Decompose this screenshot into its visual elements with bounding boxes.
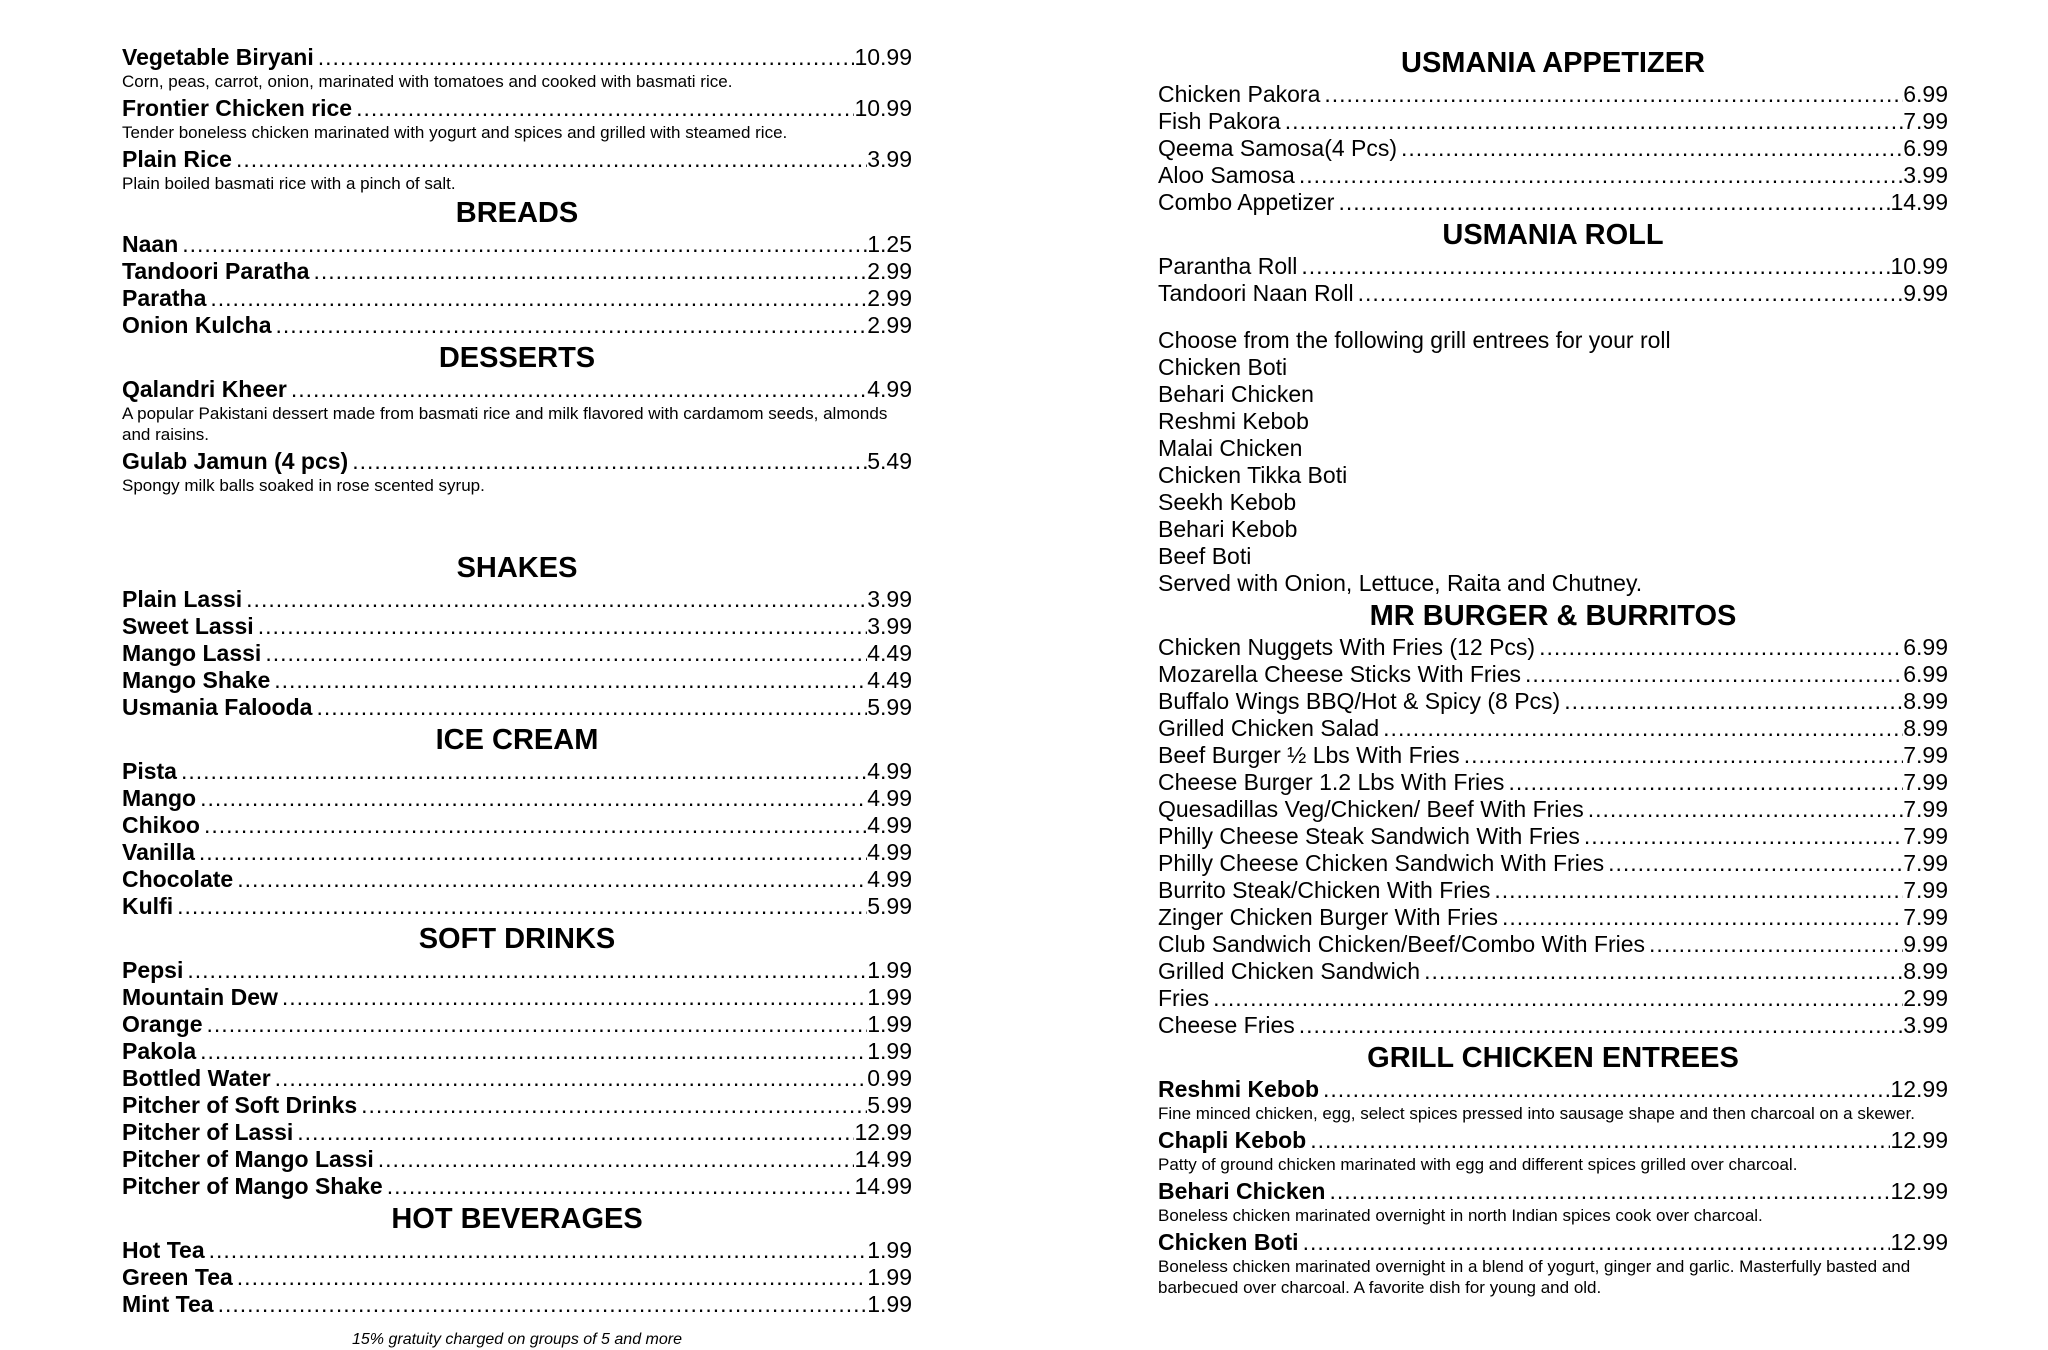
section-title-grill-chicken-entrees: GRILL CHICKEN ENTREES bbox=[1367, 1042, 1739, 1074]
section-title-ice-cream: ICE CREAM bbox=[435, 724, 599, 756]
menu-item bbox=[122, 1264, 912, 1291]
menu-item bbox=[1158, 108, 1948, 135]
shakes-list bbox=[122, 586, 912, 721]
item-price: 4.99 bbox=[867, 785, 912, 811]
menu-item bbox=[122, 1237, 912, 1264]
item-name: Paratha bbox=[122, 285, 207, 311]
section-title-shakes: SHAKES bbox=[456, 552, 578, 584]
item-price: 2.99 bbox=[867, 285, 912, 311]
roll-option: Chicken Tikka Boti bbox=[1158, 462, 1348, 488]
item-description: Spongy milk balls soaked in rose scented syrup. bbox=[122, 476, 485, 495]
item-price: 6.99 bbox=[1903, 81, 1948, 107]
menu-item bbox=[122, 285, 912, 312]
item-name: Plain Rice bbox=[122, 146, 232, 172]
menu-item bbox=[1158, 742, 1948, 769]
menu-item bbox=[122, 1119, 912, 1146]
item-name: Aloo Samosa bbox=[1158, 162, 1295, 188]
item-name: Grilled Chicken Sandwich bbox=[1158, 958, 1421, 984]
menu-item bbox=[1158, 769, 1948, 796]
roll-option: Reshmi Kebob bbox=[1158, 408, 1309, 434]
ice-cream-list bbox=[122, 758, 912, 920]
item-description: Tender boneless chicken marinated with yogurt and spices and grilled with steamed rice. bbox=[122, 123, 788, 142]
roll-option: Chicken Boti bbox=[1158, 354, 1288, 380]
section-title-burgers-burritos: MR BURGER & BURRITOS bbox=[1369, 600, 1737, 632]
menu-item bbox=[122, 1038, 912, 1065]
item-price: 5.99 bbox=[867, 1092, 912, 1118]
item-name: Vegetable Biryani bbox=[122, 44, 314, 70]
item-price: 8.99 bbox=[1903, 958, 1948, 984]
item-name: Usmania Falooda bbox=[122, 694, 313, 720]
menu-item bbox=[1158, 81, 1948, 108]
item-price: 4.99 bbox=[867, 758, 912, 784]
section-title-breads: BREADS bbox=[455, 197, 579, 229]
menu-item bbox=[122, 785, 912, 812]
menu-item bbox=[122, 1173, 912, 1200]
item-name: Combo Appetizer bbox=[1158, 189, 1335, 215]
item-price: 7.99 bbox=[1903, 796, 1948, 822]
menu-item bbox=[1158, 634, 1948, 661]
roll-option: Malai Chicken bbox=[1158, 435, 1303, 461]
item-name: Chapli Kebob bbox=[1158, 1127, 1307, 1153]
item-price: 14.99 bbox=[1890, 189, 1948, 215]
menu-item bbox=[1158, 850, 1948, 877]
menu-item bbox=[1158, 688, 1948, 715]
item-price: 2.99 bbox=[867, 258, 912, 284]
item-price: 6.99 bbox=[1903, 634, 1948, 660]
right-column bbox=[1158, 44, 1948, 1301]
menu-item bbox=[1158, 1012, 1948, 1039]
item-price: 3.99 bbox=[867, 613, 912, 639]
menu-item bbox=[122, 640, 912, 667]
item-name: Pista bbox=[122, 758, 177, 784]
roll-option: Behari Kebob bbox=[1158, 516, 1298, 542]
menu-item bbox=[1158, 958, 1948, 985]
item-price: 7.99 bbox=[1903, 877, 1948, 903]
item-name: Parantha Roll bbox=[1158, 253, 1298, 279]
item-name: Mozarella Cheese Sticks With Fries bbox=[1158, 661, 1521, 687]
item-name: Hot Tea bbox=[122, 1237, 205, 1263]
item-price: 8.99 bbox=[1903, 688, 1948, 714]
menu-item bbox=[122, 1146, 912, 1173]
item-price: 1.99 bbox=[867, 984, 912, 1010]
item-price: 2.99 bbox=[867, 312, 912, 338]
item-price: 1.25 bbox=[867, 231, 912, 257]
item-name: Philly Cheese Chicken Sandwich With Fries bbox=[1158, 850, 1605, 876]
item-price: 7.99 bbox=[1903, 850, 1948, 876]
menu-item bbox=[122, 758, 912, 785]
menu-item bbox=[1158, 253, 1948, 280]
item-name: Qeema Samosa(4 Pcs) bbox=[1158, 135, 1398, 161]
menu-item bbox=[122, 694, 912, 721]
gratuity-note: 15% gratuity charged on groups of 5 and more bbox=[352, 1331, 682, 1348]
item-name: Chicken Pakora bbox=[1158, 81, 1321, 107]
item-name: Sweet Lassi bbox=[122, 613, 254, 639]
item-name: Pitcher of Mango Shake bbox=[122, 1173, 383, 1199]
section-title-hot-beverages: HOT BEVERAGES bbox=[391, 1203, 643, 1235]
item-price: 4.99 bbox=[867, 812, 912, 838]
item-description: Boneless chicken marinated overnight in a blend of yogurt, ginger and garlic. Masterfully basted and barbecued over charcoal. A favorite dish for young and old. bbox=[1158, 1257, 1911, 1297]
item-price: 4.49 bbox=[867, 667, 912, 693]
item-description: Plain boiled basmati rice with a pinch of salt. bbox=[122, 174, 456, 193]
item-price: 1.99 bbox=[867, 1237, 912, 1263]
item-description: A popular Pakistani dessert made from basmati rice and milk flavored with cardamom seeds, almonds and raisins. bbox=[122, 404, 888, 444]
item-price: 3.99 bbox=[867, 146, 912, 172]
item-name: Mango bbox=[122, 785, 197, 811]
item-price: 12.99 bbox=[1890, 1178, 1948, 1204]
menu-item bbox=[1158, 796, 1948, 823]
item-description: Fine minced chicken, egg, select spices pressed into sausage shape and then charcoal on a skewer. bbox=[1158, 1104, 1915, 1123]
item-price: 12.99 bbox=[1890, 1127, 1948, 1153]
item-price: 6.99 bbox=[1903, 135, 1948, 161]
menu-item bbox=[1158, 904, 1948, 931]
item-name: Bottled Water bbox=[122, 1065, 271, 1091]
breads-list bbox=[122, 231, 912, 339]
item-name: Chocolate bbox=[122, 866, 234, 892]
item-name: Gulab Jamun (4 pcs) bbox=[122, 448, 349, 474]
menu-item bbox=[1158, 823, 1948, 850]
item-name: Quesadillas Veg/Chicken/ Beef With Fries bbox=[1158, 796, 1584, 822]
item-price: 5.99 bbox=[867, 694, 912, 720]
item-name: Philly Cheese Steak Sandwich With Fries bbox=[1158, 823, 1580, 849]
item-price: 8.99 bbox=[1903, 715, 1948, 741]
item-name: Vanilla bbox=[122, 839, 195, 865]
roll-option: Beef Boti bbox=[1158, 543, 1252, 569]
item-name: Reshmi Kebob bbox=[1158, 1076, 1320, 1102]
item-price: 12.99 bbox=[854, 1119, 912, 1145]
soft-drinks-list bbox=[122, 957, 912, 1200]
item-name: Grilled Chicken Salad bbox=[1158, 715, 1380, 741]
item-price: 10.99 bbox=[854, 95, 912, 121]
item-price: 6.99 bbox=[1903, 661, 1948, 687]
item-name: Plain Lassi bbox=[122, 586, 243, 612]
appetizer-list bbox=[1158, 81, 1948, 216]
item-name: Mango Shake bbox=[122, 667, 271, 693]
menu-item-plain-rice bbox=[122, 146, 912, 173]
section-title-soft-drinks: SOFT DRINKS bbox=[418, 923, 616, 955]
menu-item bbox=[1158, 280, 1948, 307]
item-name: Onion Kulcha bbox=[122, 312, 272, 338]
menu-item bbox=[122, 984, 912, 1011]
menu-item bbox=[122, 1065, 912, 1092]
menu-item bbox=[1158, 931, 1948, 958]
item-price: 7.99 bbox=[1903, 108, 1948, 134]
menu-item-gulab-jamun bbox=[122, 448, 912, 475]
section-title-usmania-appetizer: USMANIA APPETIZER bbox=[1401, 47, 1705, 79]
menu-item bbox=[122, 258, 912, 285]
menu-item bbox=[122, 1011, 912, 1038]
item-price: 4.99 bbox=[867, 866, 912, 892]
item-name: Kulfi bbox=[122, 893, 174, 919]
item-name: Club Sandwich Chicken/Beef/Combo With Fries bbox=[1158, 931, 1646, 957]
item-name: Buffalo Wings BBQ/Hot & Spicy (8 Pcs) bbox=[1158, 688, 1561, 714]
item-price: 7.99 bbox=[1903, 742, 1948, 768]
item-price: 0.99 bbox=[867, 1065, 912, 1091]
item-description: Corn, peas, carrot, onion, marinated with tomatoes and cooked with basmati rice. bbox=[122, 72, 733, 91]
burgers-list bbox=[1158, 634, 1948, 1039]
roll-list bbox=[1158, 253, 1948, 307]
menu-item bbox=[122, 866, 912, 893]
item-name: Behari Chicken bbox=[1158, 1178, 1326, 1204]
item-price: 1.99 bbox=[867, 957, 912, 983]
menu-item bbox=[122, 613, 912, 640]
item-description: Boneless chicken marinated overnight in north Indian spices cook over charcoal. bbox=[1158, 1206, 1763, 1225]
item-price: 12.99 bbox=[1890, 1076, 1948, 1102]
menu-item bbox=[122, 312, 912, 339]
item-name: Tandoori Naan Roll bbox=[1158, 280, 1354, 306]
menu-item-frontier-chicken-rice bbox=[122, 95, 912, 122]
item-name: Naan bbox=[122, 231, 179, 257]
item-price: 14.99 bbox=[854, 1146, 912, 1172]
menu-item bbox=[122, 893, 912, 920]
item-price: 3.99 bbox=[1903, 1012, 1948, 1038]
menu-item-qalandri-kheer bbox=[122, 376, 912, 403]
item-price: 9.99 bbox=[1903, 280, 1948, 306]
item-name: Burrito Steak/Chicken With Fries bbox=[1158, 877, 1491, 903]
menu-item bbox=[122, 1092, 912, 1119]
menu-item-reshmi-kebob bbox=[1158, 1076, 1948, 1103]
item-price: 3.99 bbox=[1903, 162, 1948, 188]
item-price: 10.99 bbox=[1890, 253, 1948, 279]
item-name: Fish Pakora bbox=[1158, 108, 1281, 134]
item-name: Mango Lassi bbox=[122, 640, 262, 666]
menu-item bbox=[122, 586, 912, 613]
item-name: Pepsi bbox=[122, 957, 184, 983]
item-name: Cheese Burger 1.2 Lbs With Fries bbox=[1158, 769, 1505, 795]
item-name: Pitcher of Lassi bbox=[122, 1119, 294, 1145]
roll-served-text: Served with Onion, Lettuce, Raita and Chutney. bbox=[1158, 570, 1643, 596]
menu-item bbox=[122, 839, 912, 866]
menu-item bbox=[1158, 877, 1948, 904]
roll-option: Seekh Kebob bbox=[1158, 489, 1297, 515]
item-description: Patty of ground chicken marinated with egg and different spices grilled over charcoal. bbox=[1158, 1155, 1798, 1174]
menu-item bbox=[122, 957, 912, 984]
item-name: Tandoori Paratha bbox=[122, 258, 310, 284]
item-price: 9.99 bbox=[1903, 931, 1948, 957]
section-title-usmania-roll: USMANIA ROLL bbox=[1442, 219, 1664, 251]
item-name: Green Tea bbox=[122, 1264, 233, 1290]
item-price: 5.99 bbox=[867, 893, 912, 919]
item-price: 14.99 bbox=[854, 1173, 912, 1199]
item-price: 3.99 bbox=[867, 586, 912, 612]
menu-item bbox=[122, 667, 912, 694]
item-price: 7.99 bbox=[1903, 769, 1948, 795]
left-column bbox=[122, 44, 912, 1350]
menu-item-chicken-boti bbox=[1158, 1229, 1948, 1256]
item-price: 10.99 bbox=[854, 44, 912, 70]
item-name: Pakola bbox=[122, 1038, 197, 1064]
item-price: 2.99 bbox=[1903, 985, 1948, 1011]
item-name: Cheese Fries bbox=[1158, 1012, 1295, 1038]
item-name: Beef Burger ½ Lbs With Fries bbox=[1158, 742, 1460, 768]
item-price: 1.99 bbox=[867, 1038, 912, 1064]
item-price: 1.99 bbox=[867, 1264, 912, 1290]
menu-item bbox=[1158, 162, 1948, 189]
menu-item bbox=[1158, 985, 1948, 1012]
menu-item bbox=[1158, 715, 1948, 742]
item-name: Mint Tea bbox=[122, 1291, 214, 1317]
item-price: 1.99 bbox=[867, 1291, 912, 1317]
item-name: Qalandri Kheer bbox=[122, 376, 287, 402]
item-name: Pitcher of Soft Drinks bbox=[122, 1092, 358, 1118]
item-price: 5.49 bbox=[867, 448, 912, 474]
item-name: Chikoo bbox=[122, 812, 200, 838]
section-title-desserts: DESSERTS bbox=[438, 342, 596, 374]
item-name: Mountain Dew bbox=[122, 984, 278, 1010]
roll-options-list bbox=[1158, 354, 1948, 570]
roll-option: Behari Chicken bbox=[1158, 381, 1314, 407]
menu-item-behari-chicken bbox=[1158, 1178, 1948, 1205]
menu-item-chapli-kebob bbox=[1158, 1127, 1948, 1154]
menu-item bbox=[122, 812, 912, 839]
menu-item-vegetable-biryani bbox=[122, 44, 912, 71]
item-price: 4.99 bbox=[867, 376, 912, 402]
item-name: Pitcher of Mango Lassi bbox=[122, 1146, 374, 1172]
roll-choose-text: Choose from the following grill entrees for your roll bbox=[1158, 327, 1671, 353]
item-price: 1.99 bbox=[867, 1011, 912, 1037]
menu-item bbox=[1158, 661, 1948, 688]
item-name: Chicken Boti bbox=[1158, 1229, 1299, 1255]
item-price: 4.99 bbox=[867, 839, 912, 865]
menu-item bbox=[1158, 135, 1948, 162]
item-name: Orange bbox=[122, 1011, 203, 1037]
menu-item bbox=[1158, 189, 1948, 216]
item-name: Fries bbox=[1158, 985, 1210, 1011]
item-name: Frontier Chicken rice bbox=[122, 95, 353, 121]
item-price: 4.49 bbox=[867, 640, 912, 666]
item-name: Chicken Nuggets With Fries (12 Pcs) bbox=[1158, 634, 1536, 660]
hot-beverages-list bbox=[122, 1237, 912, 1318]
item-price: 12.99 bbox=[1890, 1229, 1948, 1255]
menu-item bbox=[122, 1291, 912, 1318]
item-name: Zinger Chicken Burger With Fries bbox=[1158, 904, 1498, 930]
menu-item bbox=[122, 231, 912, 258]
item-price: 7.99 bbox=[1903, 904, 1948, 930]
item-price: 7.99 bbox=[1903, 823, 1948, 849]
